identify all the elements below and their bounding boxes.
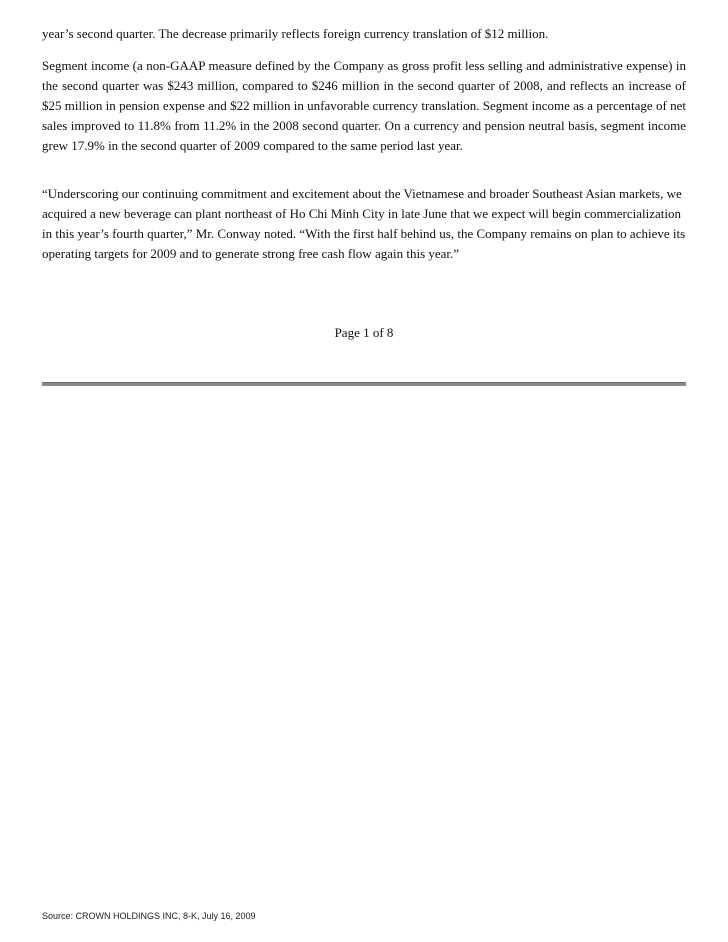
paragraph-decrease-summary: year’s second quarter. The decrease primarily reflects foreign currency translation of $12 million. xyxy=(42,26,549,41)
source-footer: Source: CROWN HOLDINGS INC, 8-K, July 16, 2009 xyxy=(42,911,256,921)
page-number: Page 1 of 8 xyxy=(334,325,394,340)
page-divider xyxy=(42,382,686,386)
paragraph-conway-quote: “Underscoring our continuing commitment and excitement about the Vietnamese and broader Southeast Asian markets, we acquired a new beverage can plant northeast of Ho Chi Minh City in late June that we expect will begin commercialization in this year’s fourth quarter,” Mr. Conway noted. “With the first half behind us, the Company remains on plan to achieve its operating targets for 2009 and to generate strong free cash flow again this year.” xyxy=(42,186,686,261)
paragraph-segment-income: Segment income (a non-GAAP measure defined by the Company as gross profit less selling and administrative expense) in the second quarter was $243 million, compared to $246 million in the second quarter of 2008, and reflects an increase of $25 million in pension expense and $22 million in unfavorable currency translation. Segment income as a percentage of net sales improved to 11.8% from 11.2% in the 2008 second quarter. On a currency and pension neutral basis, segment income grew 17.9% in the second quarter of 2009 compared to the same period last year. xyxy=(42,58,686,153)
